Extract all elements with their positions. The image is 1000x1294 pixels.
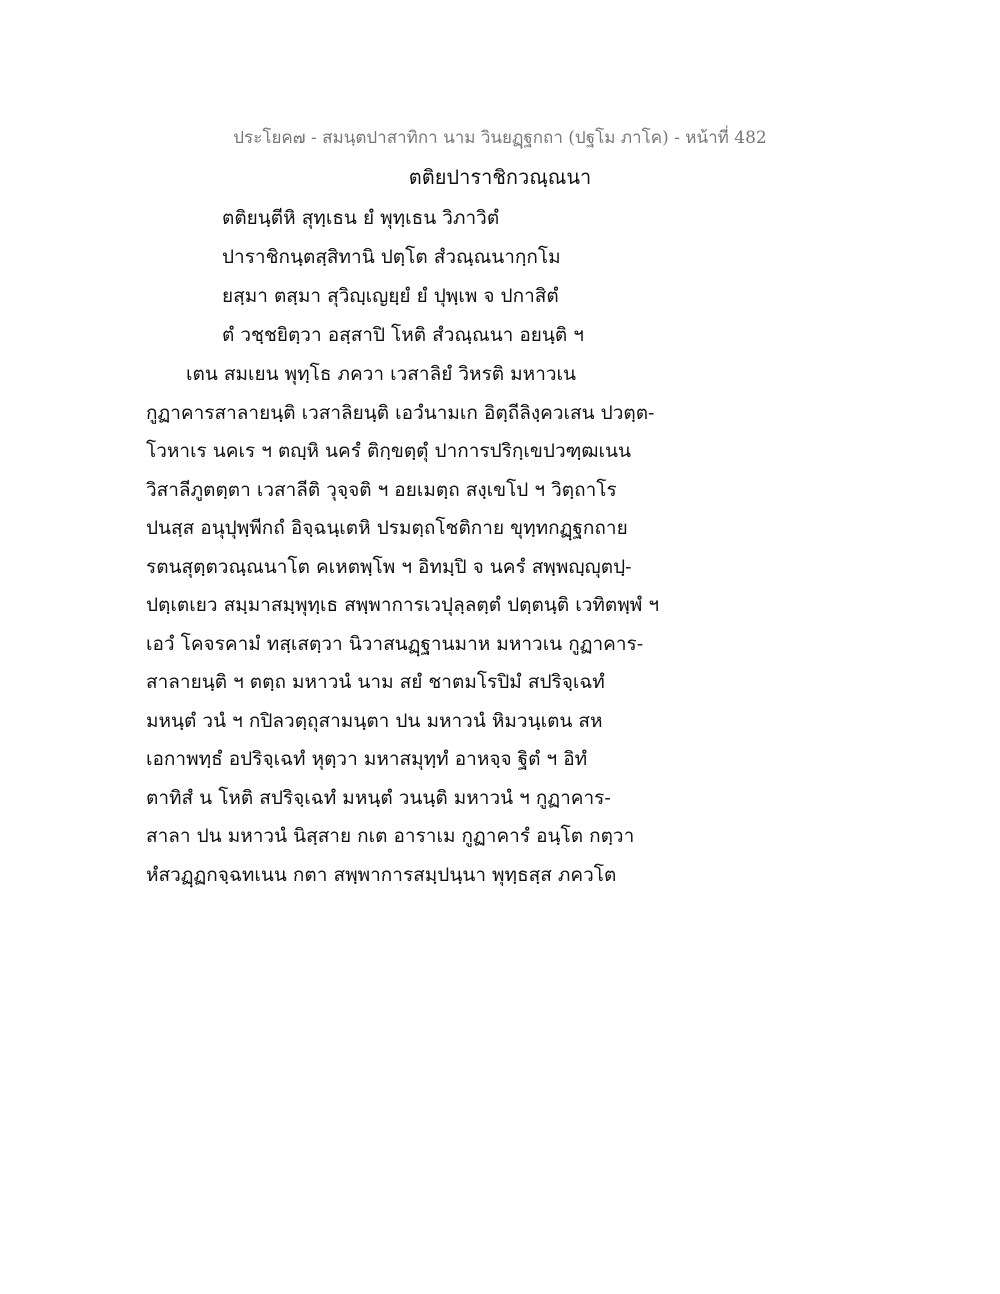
prose-line: เอกาพทฺธํ อปริจฺเฉทํ หุตฺวา มหาสมุทฺทํ อาหจฺจ ฐิตํ ฯ อิทํ xyxy=(146,748,588,770)
prose-line: กูฏาคารสาลายนฺติ เวสาลิยนฺติ เอวํนามเก อิตฺถีลิงฺควเสน ปวตฺต- xyxy=(146,401,655,424)
verse-block xyxy=(222,199,782,355)
prose-line: เตน สมเยน พุทฺโธ ภควา เวสาลิยํ วิหรติ มหาวเน xyxy=(186,363,577,385)
verse-line: ยสฺมา ตสฺมา สุวิญฺเญยฺยํ ยํ ปุพฺเพ จ ปกาสิตํ xyxy=(222,285,559,307)
verse-line: ตติยนฺตีหิ สุทฺเธน ยํ พุทฺเธน วิภาวิตํ xyxy=(222,207,500,229)
prose-line: หํสวฏฺฏกจฺฉทเนน กตา สพฺพาการสมฺปนฺนา พุทฺธสฺส ภควโต xyxy=(146,863,617,886)
prose-paragraph xyxy=(146,355,706,894)
prose-line: ปตฺเตเยว สมฺมาสมฺพุทฺเธ สพฺพาการเวปุลฺลตฺตํ ปตฺตนฺติ เวทิตพฺพํ ฯ xyxy=(146,594,659,616)
prose-line: สาลายนฺติ ฯ ตตฺถ มหาวนํ นาม สยํ ชาตมโรปิมํ สปริจฺเฉทํ xyxy=(146,671,605,693)
prose-line: สาลา ปน มหาวนํ นิสฺสาย กเต อาราเม กูฏาคารํ อนฺโต กตฺวา xyxy=(146,825,635,847)
prose-line: มหนฺตํ วนํ ฯ กปิลวตฺถุสามนฺตา ปน มหาวนํ หิมวนฺเตน สห xyxy=(146,709,603,732)
prose-line: ตาทิสํ น โหติ สปริจฺเฉทํ มหนฺตํ วนนฺติ มหาวนํ ฯ กูฏาคาร- xyxy=(146,786,611,809)
page-header: ประโยค๗ - สมนฺตปาสาทิกา นาม วินยฏฺฐกถา (ปฐโม ภาโค) - หน้าที่ 482 xyxy=(233,128,767,148)
prose-line: เอวํ โคจรคามํ ทสฺเสตฺวา นิวาสนฏฺฐานมาห มหาวเน กูฏาคาร- xyxy=(146,632,644,655)
prose-line: ปนสฺส อนุปุพฺพีกถํ อิจฺฉนฺเตหิ ปรมตฺถโชติกาย ขุทฺทกฏฺฐกถาย xyxy=(146,517,628,539)
section-title: ตติยปาราชิกวณฺณนา xyxy=(408,165,592,189)
verse-line: ตํ วชฺชยิตฺวา อสฺสาปิ โหติ สํวณฺณนา อยนฺติ ฯ xyxy=(222,324,584,346)
verse-line: ปาราชิกนฺตสฺสิทานิ ปตฺโต สํวณฺณนากฺกโม xyxy=(222,246,561,268)
prose-line: รตนสุตฺตวณฺณนาโต คเหตพฺโพ ฯ อิทมฺปิ จ นครํ สพฺพญฺญุตปฺ- xyxy=(146,555,632,578)
prose-line: โวหาเร นคเร ฯ ตญฺหิ นครํ ติกฺขตฺตุํ ปาการปริกฺเขปวฑฺฒเนน xyxy=(146,440,632,462)
prose-line: วิสาลีภูตตฺตา เวสาลีติ วุจฺจติ ฯ อยเมตฺถ สงฺเขโป ฯ วิตฺถาโร xyxy=(146,478,617,501)
